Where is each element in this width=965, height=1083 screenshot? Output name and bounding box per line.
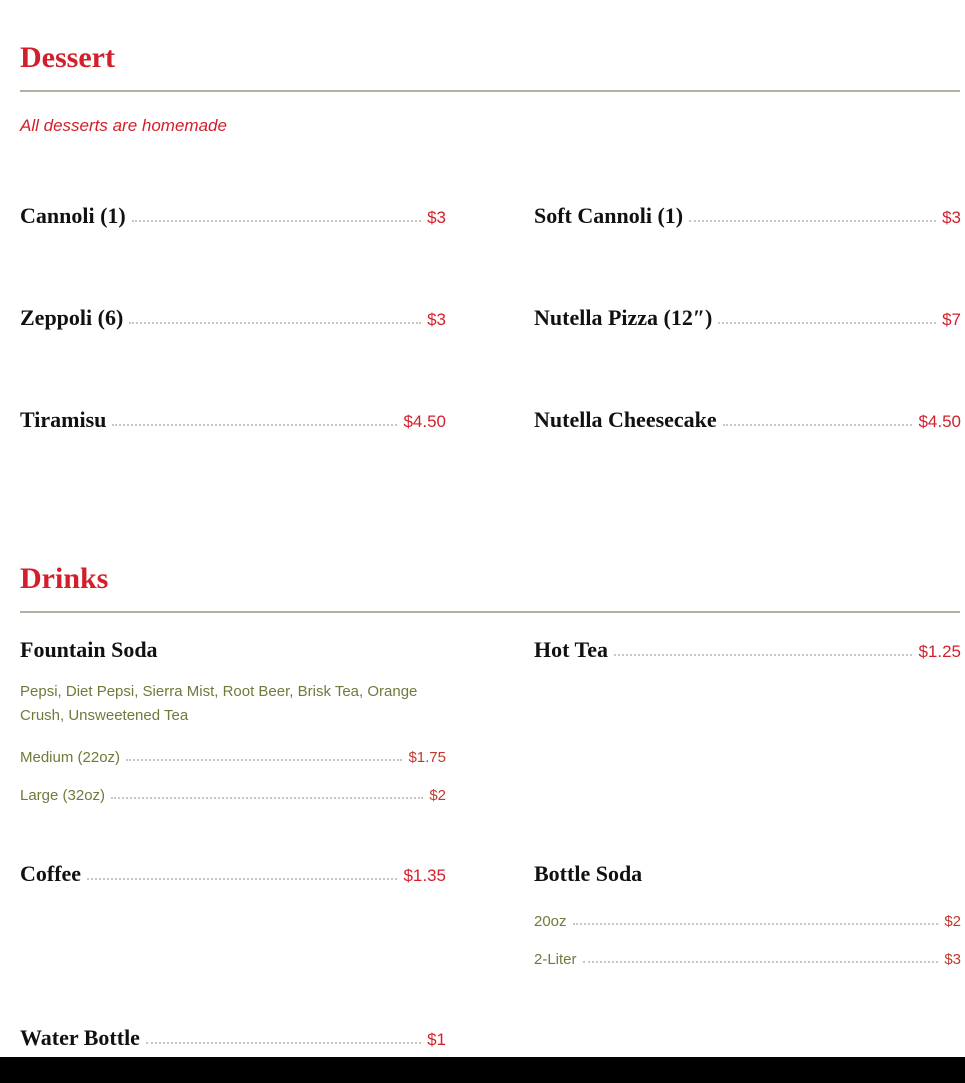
drinks-heading: Drinks [20, 562, 109, 595]
item-name: Fountain Soda [20, 637, 158, 662]
dessert-divider [20, 90, 960, 92]
dot-leader [583, 961, 939, 963]
menu-item-soft-cannoli[interactable] [534, 205, 961, 227]
item-price: $3 [427, 208, 446, 227]
menu-item-zeppoli[interactable] [20, 307, 446, 329]
item-price: $4.50 [918, 412, 961, 431]
menu-item-bottle-soda[interactable] [534, 863, 961, 885]
menu-item-hot-tea[interactable] [534, 639, 961, 661]
size-price: $3 [944, 951, 961, 968]
size-name: 20oz [534, 913, 567, 930]
fountain-size-medium[interactable] [20, 750, 446, 765]
size-price: $1.75 [408, 749, 446, 766]
menu-item-cannoli[interactable] [20, 205, 446, 227]
item-name: Coffee [20, 861, 82, 886]
item-name: Soft Cannoli (1) [534, 203, 684, 228]
bottle-size-20oz[interactable] [534, 914, 961, 929]
menu-item-nutella-pizza[interactable] [534, 307, 961, 329]
menu-item-tiramisu[interactable] [20, 409, 446, 431]
dessert-heading: Dessert [20, 41, 115, 74]
bottle-size-2-liter[interactable] [534, 952, 961, 967]
dot-leader [129, 322, 421, 324]
fountain-soda-description: Pepsi, Diet Pepsi, Sierra Mist, Root Beer, Brisk Tea, Orange Crush, Unsweetened Tea [20, 683, 418, 724]
dot-leader [718, 322, 936, 324]
item-price: $1.25 [918, 642, 961, 661]
item-price: $1.35 [403, 866, 446, 885]
item-price: $3 [942, 208, 961, 227]
menu-item-water-bottle[interactable] [20, 1027, 446, 1049]
item-name: Cannoli (1) [20, 203, 126, 228]
dot-leader [87, 878, 397, 880]
dot-leader [112, 424, 397, 426]
item-name: Tiramisu [20, 407, 107, 432]
dot-leader [723, 424, 913, 426]
dot-leader [146, 1042, 421, 1044]
menu-item-nutella-cheesecake[interactable] [534, 409, 961, 431]
item-name: Bottle Soda [534, 861, 643, 886]
item-name: Hot Tea [534, 637, 608, 662]
dot-leader [689, 220, 936, 222]
drinks-divider [20, 611, 960, 613]
dot-leader [573, 923, 939, 925]
item-price: $1 [427, 1030, 446, 1049]
fountain-size-large[interactable] [20, 788, 446, 803]
size-name: Medium (22oz) [20, 749, 121, 766]
size-name: 2-Liter [534, 951, 577, 968]
item-price: $4.50 [403, 412, 446, 431]
dot-leader [614, 654, 912, 656]
dessert-note: All desserts are homemade [20, 116, 227, 135]
item-price: $3 [427, 310, 446, 329]
size-price: $2 [429, 787, 446, 804]
item-name: Nutella Pizza (12″) [534, 305, 713, 330]
item-name: Zeppoli (6) [20, 305, 124, 330]
size-name: Large (32oz) [20, 787, 106, 804]
size-price: $2 [944, 913, 961, 930]
dot-leader [126, 759, 402, 761]
dot-leader [111, 797, 423, 799]
item-name: Nutella Cheesecake [534, 407, 717, 432]
dot-leader [132, 220, 421, 222]
item-name: Water Bottle [20, 1025, 140, 1050]
menu-item-coffee[interactable] [20, 863, 446, 885]
item-price: $7 [942, 310, 961, 329]
menu-item-fountain-soda[interactable] [20, 639, 446, 661]
